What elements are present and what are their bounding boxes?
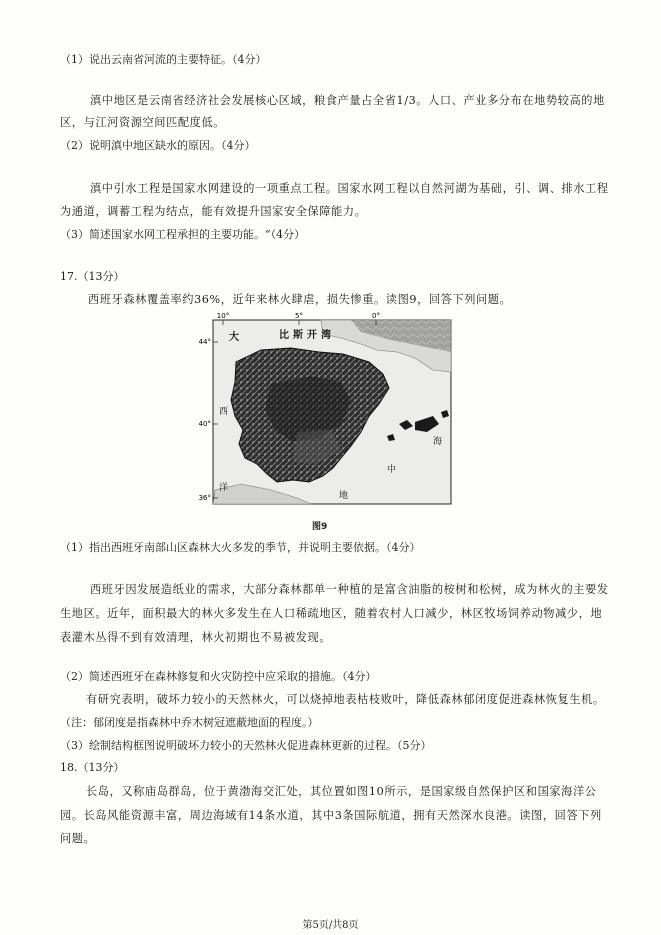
paragraph-dianzhong-line-2: 区，与江河资源空间匹配度低。 — [60, 116, 226, 129]
paragraph-paper-line-1: 西班牙因发展造纸业的需求，大部分森林都单一种植的是富含油脂的桉树和松树，成为林火的主要发 — [90, 583, 609, 596]
paragraph-paper-line-3: 表灌木丛得不到有效清理，林火初期也不易被发现。 — [60, 631, 332, 644]
question-16-1: （1）说出云南省河流的主要特征。（4分） — [60, 53, 267, 66]
lat-label-44: 44° — [198, 338, 211, 346]
paragraph-paper-line-2: 生地区。近年，面积最大的林火多发生在人口稀疏地区，随着农村人口减少，林区牧场饲养动物减少，地 — [60, 607, 603, 620]
lon-label-0: 0° — [372, 312, 380, 320]
sea-label-atlantic-2: 洋 — [219, 483, 229, 493]
lon-label-10: 10° — [216, 312, 230, 320]
sea-label-biscay-2: 比 — [279, 330, 289, 341]
paragraph-changdao-line-2: 园。长岛风能资源丰富，周边海域有14条水道，其中3条国际航道，拥有天然深水良港。读图，回答下列 — [60, 809, 602, 822]
paragraph-dianzhong-line-1: 滇中地区是云南省经济社会发展核心区域，粮食产量占全省1/3。人口、产业多分布在地势较高的地 — [90, 94, 605, 107]
spain-map-figure — [198, 312, 455, 514]
question-16-3: （3）简述国家水网工程承担的主要功能。“（4分） — [60, 228, 306, 241]
paragraph-water-project-line-1: 滇中引水工程是国家水网建设的一项重点工程。国家水网工程以自然河湖为基础，引、调、排水工程 — [90, 182, 609, 195]
sea-label-biscay-3: 斯 — [293, 330, 303, 341]
question-17-1: （1）指出西班牙南部山区森林大火多发的季节，并说明主要依据。（4分） — [60, 541, 421, 554]
lat-label-40: 40° — [198, 420, 211, 428]
sea-label-biscay-5: 湾 — [321, 330, 331, 341]
question-17-header: 17.（13分） — [60, 270, 125, 283]
sea-label-biscay-4: 开 — [307, 330, 317, 341]
question-18-header: 18.（13分） — [60, 761, 125, 774]
lat-label-36: 36° — [198, 494, 211, 502]
question-16-2: （2）说明滇中地区缺水的原因。（4分） — [60, 139, 256, 152]
lon-label-5: 5° — [295, 312, 303, 320]
sea-label-mediterranean-2: 中 — [387, 465, 397, 475]
page-footer: 第5页/共8页 — [302, 920, 359, 931]
sea-label-mediterranean-1: 海 — [433, 437, 443, 447]
paragraph-changdao-line-1: 长岛，又称庙岛群岛，位于黄渤海交汇处，其位置如图10所示，是国家级自然保护区和国家海洋公 — [86, 785, 597, 798]
sea-label-mediterranean-3: 地 — [339, 491, 349, 501]
sea-label-atlantic-1: 西 — [219, 407, 229, 417]
paragraph-water-project-line-2: 为通道，调蓄工程为结点，能有效提升国家安全保障能力。 — [60, 205, 367, 218]
note-canopy-density: （注：郁闭度是指森林中乔木树冠遮蔽地面的程度。） — [60, 716, 319, 729]
question-17-2: （2）简述西班牙在森林修复和火灾防控中应采取的措施。（4分） — [60, 670, 377, 683]
paragraph-changdao-line-3: 问题。 — [60, 832, 96, 845]
question-17-intro: 西班牙森林覆盖率约36%，近年来林火肆虐，损失惨重。读图9，回答下列问题。 — [88, 293, 512, 306]
sea-label-biscay-1: 大 — [229, 332, 239, 343]
figure-caption: 图9 — [312, 522, 328, 532]
question-17-3: （3）绘制结构框图说明破坏力较小的天然林火促进森林更新的过程。（5分） — [60, 739, 432, 752]
paragraph-research: 有研究表明，破坏力较小的天然林火，可以烧掉地表枯枝败叶，降低森林郁闭度促进森林恢复生机。 — [86, 693, 605, 706]
